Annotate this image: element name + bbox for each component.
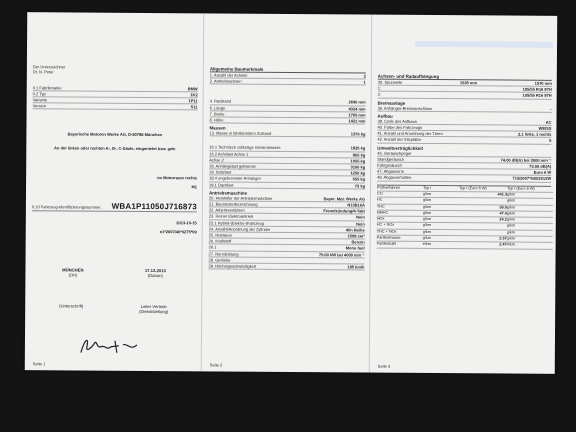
table-row-value: 2.47 <box>459 242 507 249</box>
table-row-label: NMHC <box>377 210 423 217</box>
spec-row: 1. Anzahl der Achsen 2 <box>209 72 366 79</box>
engine-row: 23. Reiner Elektroantrieb Nein <box>208 213 365 220</box>
city: MÜNCHEN <box>62 267 84 273</box>
body-row: 40. Farbe des Fahrzeugs WEISS <box>377 124 552 131</box>
table-row-label: HC <box>377 198 423 205</box>
spec-row: 2. Antriebsachsen 1 <box>209 78 366 85</box>
table-row-unit: #/km <box>507 243 553 250</box>
manufacturer: Bayerische Motoren Werke AG, D-80788 München <box>67 131 163 138</box>
approval-number: e1*2007/46*0275*09 <box>159 228 197 235</box>
table-row-unit: g/km <box>507 199 553 206</box>
engine-row: 28. Getriebe <box>209 257 365 264</box>
table-row-unit: g/km <box>507 205 553 212</box>
approval-date: 2013-10-15 <box>176 219 197 225</box>
mass-row: Achse 2 1055 kg <box>209 157 366 164</box>
page-3 <box>369 15 557 374</box>
header-line: Dr. N. Peter <box>32 69 54 75</box>
engine-row: 22. Arbeitsverfahren Fremdzündung/4-Takt <box>208 207 365 214</box>
engine-row: 20. Hersteller der Antriebsmaschine Bayer. Mot. Werke AG <box>208 195 365 202</box>
page-footer: Seite 1 <box>32 360 46 366</box>
field-row: Variante 1P11 <box>32 97 198 104</box>
table-row-label: THC <box>377 204 423 211</box>
table-row-unit: g/km <box>423 198 459 205</box>
table-header-cell: Typ I (Euro 6 W) <box>507 186 553 193</box>
field-row: 0.1 Fabrikmarke BMW <box>32 84 198 91</box>
table-row-label: Partikelzahl <box>377 242 423 249</box>
tyre-row: 1: 195/55 R16 87H <box>377 85 552 93</box>
spec-row: 4. Radstand 2690 mm <box>209 98 366 105</box>
env-row: 47. Abgasnorm Euro 6 W <box>377 168 552 176</box>
table-row-unit: g/km <box>507 218 553 225</box>
table-row-unit: g/km <box>423 192 459 199</box>
location-note: An der linken oder rechten A-, B-, C-Säule, eingenietet bzw. gelc <box>54 145 176 151</box>
brake-row: 36. Anhänger-Bremsanschluss - <box>377 105 552 112</box>
table-row-label: THC + NOx <box>377 229 423 236</box>
table-row-unit: g/km <box>507 211 553 218</box>
table-row-unit: g/km <box>423 204 459 211</box>
emissions-table <box>377 184 551 249</box>
date: 17.12.2013 <box>144 268 166 274</box>
engine-row: 25. Hubraum 1598 cm³ <box>208 232 365 239</box>
table-row-unit: g/km <box>507 230 553 237</box>
mass-row: 16.2 Achslast Achse 1 865 kg <box>209 151 366 158</box>
section-header: Aufbau <box>377 113 393 119</box>
table-row-value: 24.2 <box>459 217 507 224</box>
field-row: Version S11 <box>32 103 198 110</box>
mass-row: 19.1 Dachlast 75 kg <box>209 182 366 189</box>
body-row: 42. Anzahl der Sitzplätze 5 <box>377 137 552 144</box>
engine-row: 24. Anzahl/Anordnung der Zylinder 4/in Reihe <box>208 226 365 233</box>
body-row: 41. Anzahl und Anordnung der Türen 2,1 links, 1 rechts <box>377 130 552 138</box>
env-row: 48. Abgasverhalten 715/2007*630/2012W <box>377 175 552 182</box>
table-row-unit: g/km <box>507 224 553 231</box>
table-row-value: 55.9 <box>459 205 507 212</box>
table-row-label: NOx <box>377 217 423 224</box>
signer-title: Leiter Vertrieb <box>140 304 167 310</box>
vehicle-class: M1 <box>191 184 198 190</box>
section-header: Massen <box>209 125 226 131</box>
table-row-unit: g/km <box>423 236 459 243</box>
table-row-value: 441.3 <box>459 192 507 199</box>
spec-row: 6. Länge 4324 mm <box>209 105 366 112</box>
mass-row: 19. Stützlast 1250 kg <box>209 169 366 176</box>
track-row: 30. Spurweite 1535 mm 1570 mm <box>377 79 552 86</box>
table-row-value: 47.4 <box>459 211 507 218</box>
env-row: 46. Geräuschpegel <box>377 150 551 157</box>
table-row-label: CO <box>377 192 423 199</box>
header-line: Der Unterzeichner <box>32 64 66 70</box>
section-header: Achsen- und Radaufhängung <box>378 74 552 81</box>
mass-row: 18.4 ungebremster Anhänger 655 kg <box>209 175 366 182</box>
engine-row: 27. Nennleistung 75.00 kW bei 4000 min⁻¹ <box>208 251 365 258</box>
table-row-unit: g/km <box>423 217 459 224</box>
handwritten-signature <box>75 332 155 361</box>
table-row-unit: g/km <box>423 230 459 237</box>
date-label: (Datum) <box>147 273 163 279</box>
coc-document-sheet <box>25 12 557 374</box>
section-header: Umweltverträglichkeit <box>377 145 423 151</box>
body-row: 38. Code des Aufbaus AC <box>377 118 552 125</box>
page-footer: Seite 2 <box>209 362 223 368</box>
vin-label: 0.10 Fahrzeug-Identifizierungsnummer: <box>31 204 102 210</box>
table-row-unit: #/km <box>423 242 459 249</box>
mass-row: 13. Masse in fahrbereitem Zustand 1370 kg <box>209 130 366 137</box>
section-header: Bremsanlage <box>377 100 406 106</box>
vin: WBA1P11050J716873 <box>111 201 197 211</box>
signer-role: (Unterschrift) <box>59 303 84 309</box>
engine-row: 29. Höchstgeschwindigkeit 185 km/h <box>208 263 365 270</box>
engine-row: 26. Kraftstoff Benzin <box>208 238 365 245</box>
table-row-unit: g/km <box>507 192 553 199</box>
table-header-cell: Typ I (Euro 6 W) <box>459 186 507 193</box>
tyre-row: 2: 195/55 R16 87H <box>377 92 552 99</box>
section-header: Allgemeine Baumerkmale <box>210 66 366 73</box>
city-label: (Ort) <box>68 272 78 278</box>
page-1 <box>25 12 203 371</box>
engine-row: 21. Baumusterbezeichnung N13B16A <box>208 201 365 208</box>
engine-location: im Motorraum rechts <box>157 175 198 181</box>
table-row-value: 2.57 <box>459 236 507 243</box>
env-row: Fahrgeräusch 73.00 dB(A) <box>377 162 552 169</box>
spec-row: 7. Breite 1765 mm <box>209 111 366 118</box>
table-header-cell: Prüfverfahren <box>377 185 423 192</box>
table-header-cell: Typ I <box>423 186 459 193</box>
page-2 <box>201 13 371 372</box>
spec-row: 8. Höhe 1421 mm <box>209 117 366 124</box>
table-row-label: Partikelmasse <box>377 236 423 243</box>
table-row-unit: g/km <box>423 223 459 230</box>
mass-row: 18. Anhängelast gebremst 3100 kg <box>209 163 366 170</box>
engine-row: 26.1 Mono fuel <box>208 244 365 251</box>
signer-title-label: (Dienststellung) <box>139 309 169 315</box>
page-footer: Seite 3 <box>377 363 391 369</box>
table-row-unit: g/km <box>423 211 459 218</box>
env-row: Standgeräusch 74.00 dB(A) bei 3000 min⁻¹ <box>377 156 552 163</box>
table-row-unit: g/km <box>507 237 553 244</box>
section-header: Antriebsmaschine <box>208 190 248 196</box>
signature-row <box>31 303 196 314</box>
table-row-label: HC + NOx <box>377 223 423 230</box>
field-row: 0.2 Typ 1K2 <box>32 90 198 98</box>
engine-row: 23.1 Hybrid-(Elektro-)Fahrzeug Nein <box>208 220 365 227</box>
mass-row: 16.1 Technisch zulässige Gesamtmasse 1825 kg <box>209 144 366 151</box>
